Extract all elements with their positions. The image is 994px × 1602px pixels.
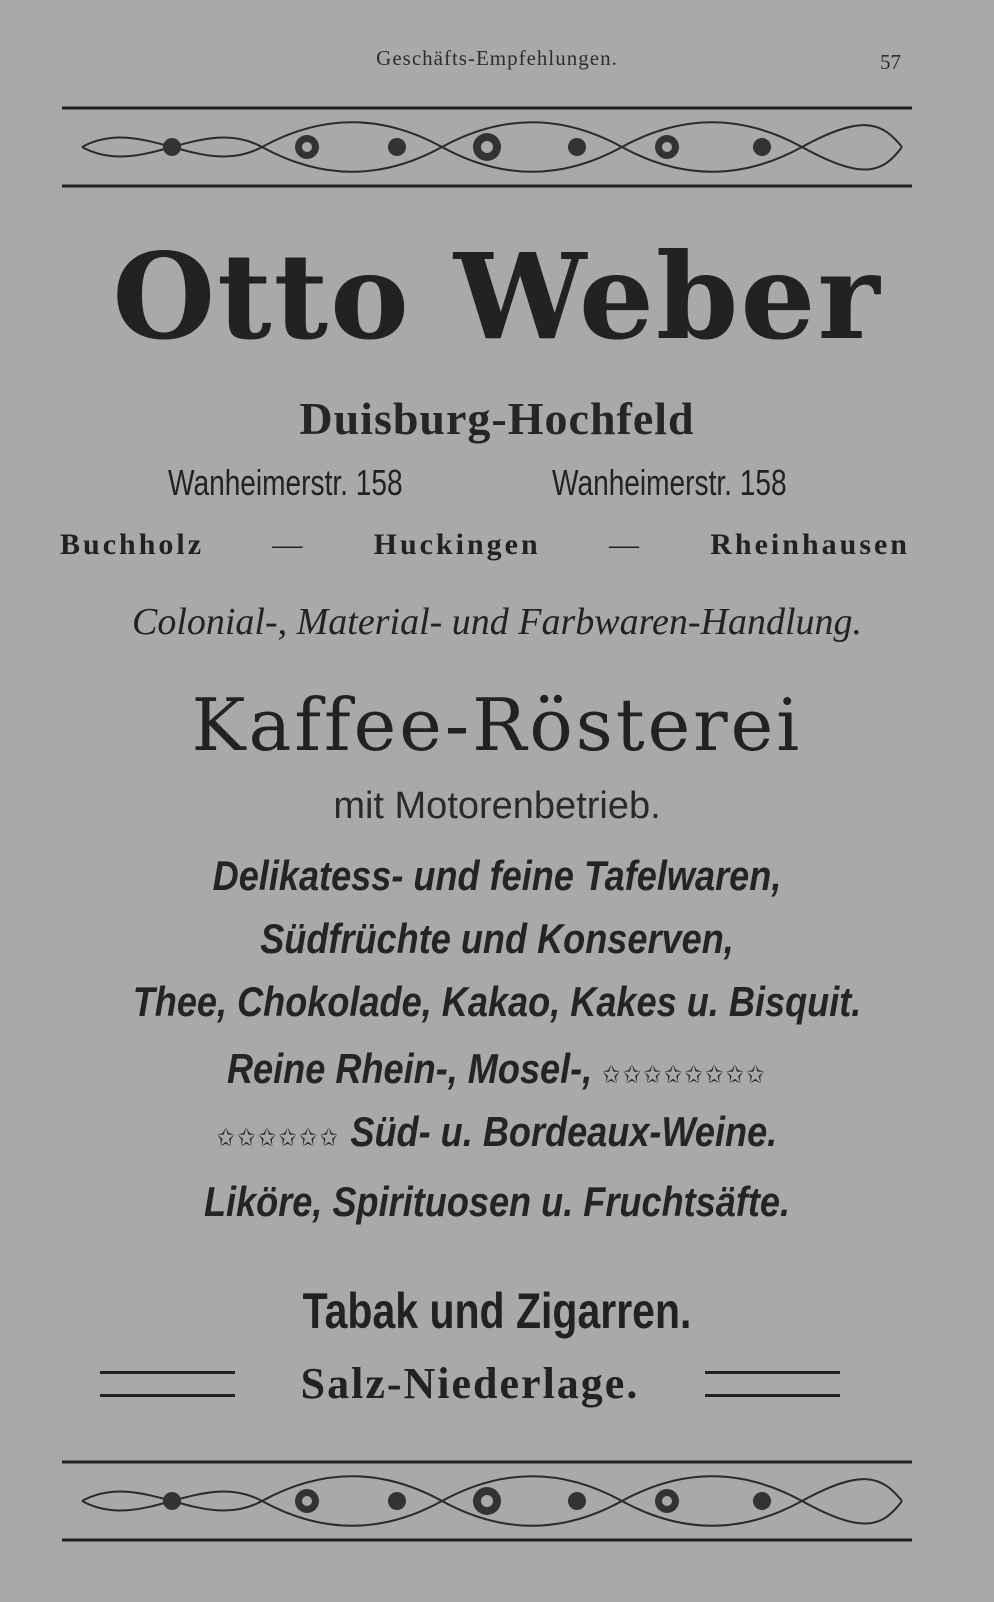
- product-line-6: Liköre, Spirituosen u. Fruchtsäfte.: [203, 1178, 791, 1225]
- address-left: Wanheimerstr. 158: [168, 462, 403, 503]
- salt-depot-text: Salz-Niederlage.: [300, 1359, 640, 1408]
- product-line-2: Südfrüchte und Konserven,: [260, 915, 734, 962]
- product-line-4: [70, 1045, 925, 1093]
- stars-ornament-left: ✩✩✩✩✩✩: [216, 1124, 341, 1152]
- product-line-1: Delikatess- und feine Tafelwaren,: [212, 852, 782, 899]
- product-line-7: Tabak und Zigarren.: [302, 1283, 692, 1339]
- double-rule-right: [705, 1371, 840, 1397]
- floral-border-top: [62, 104, 912, 190]
- separator-dash: —: [272, 528, 306, 561]
- branch-rheinhausen: Rheinhausen: [710, 528, 910, 561]
- page-number: 57: [880, 50, 901, 74]
- separator-dash: —: [608, 528, 642, 561]
- double-rule-left: [100, 1371, 235, 1397]
- company-city: Duisburg-Hochfeld: [299, 393, 695, 444]
- running-header: Geschäfts-Empfehlungen.: [376, 46, 618, 70]
- branch-buchholz: Buchholz: [60, 528, 205, 561]
- roastery-subtitle: mit Motorenbetrieb.: [333, 785, 661, 827]
- trade-line: Colonial-, Material- und Farbwaren-Handlung.: [131, 601, 863, 643]
- product-line-3: Thee, Chokolade, Kakao, Kakes u. Bisquit.: [132, 978, 862, 1025]
- salt-depot-line: [100, 1358, 840, 1409]
- branch-list: [60, 528, 910, 562]
- company-name: Otto Weber: [112, 227, 882, 366]
- address-right: Wanheimerstr. 158: [552, 462, 787, 503]
- floral-border-bottom: [62, 1458, 912, 1544]
- wine-line-text: Reine Rhein-, Mosel-,: [226, 1045, 593, 1092]
- stars-ornament-right: ✩✩✩✩✩✩✩✩: [602, 1061, 768, 1089]
- product-line-5: [70, 1108, 925, 1156]
- roastery-title: Kaffee-Rösterei: [191, 683, 803, 767]
- branch-huckingen: Huckingen: [373, 528, 541, 561]
- wine-line-2-text: Süd- u. Bordeaux-Weine.: [350, 1108, 778, 1155]
